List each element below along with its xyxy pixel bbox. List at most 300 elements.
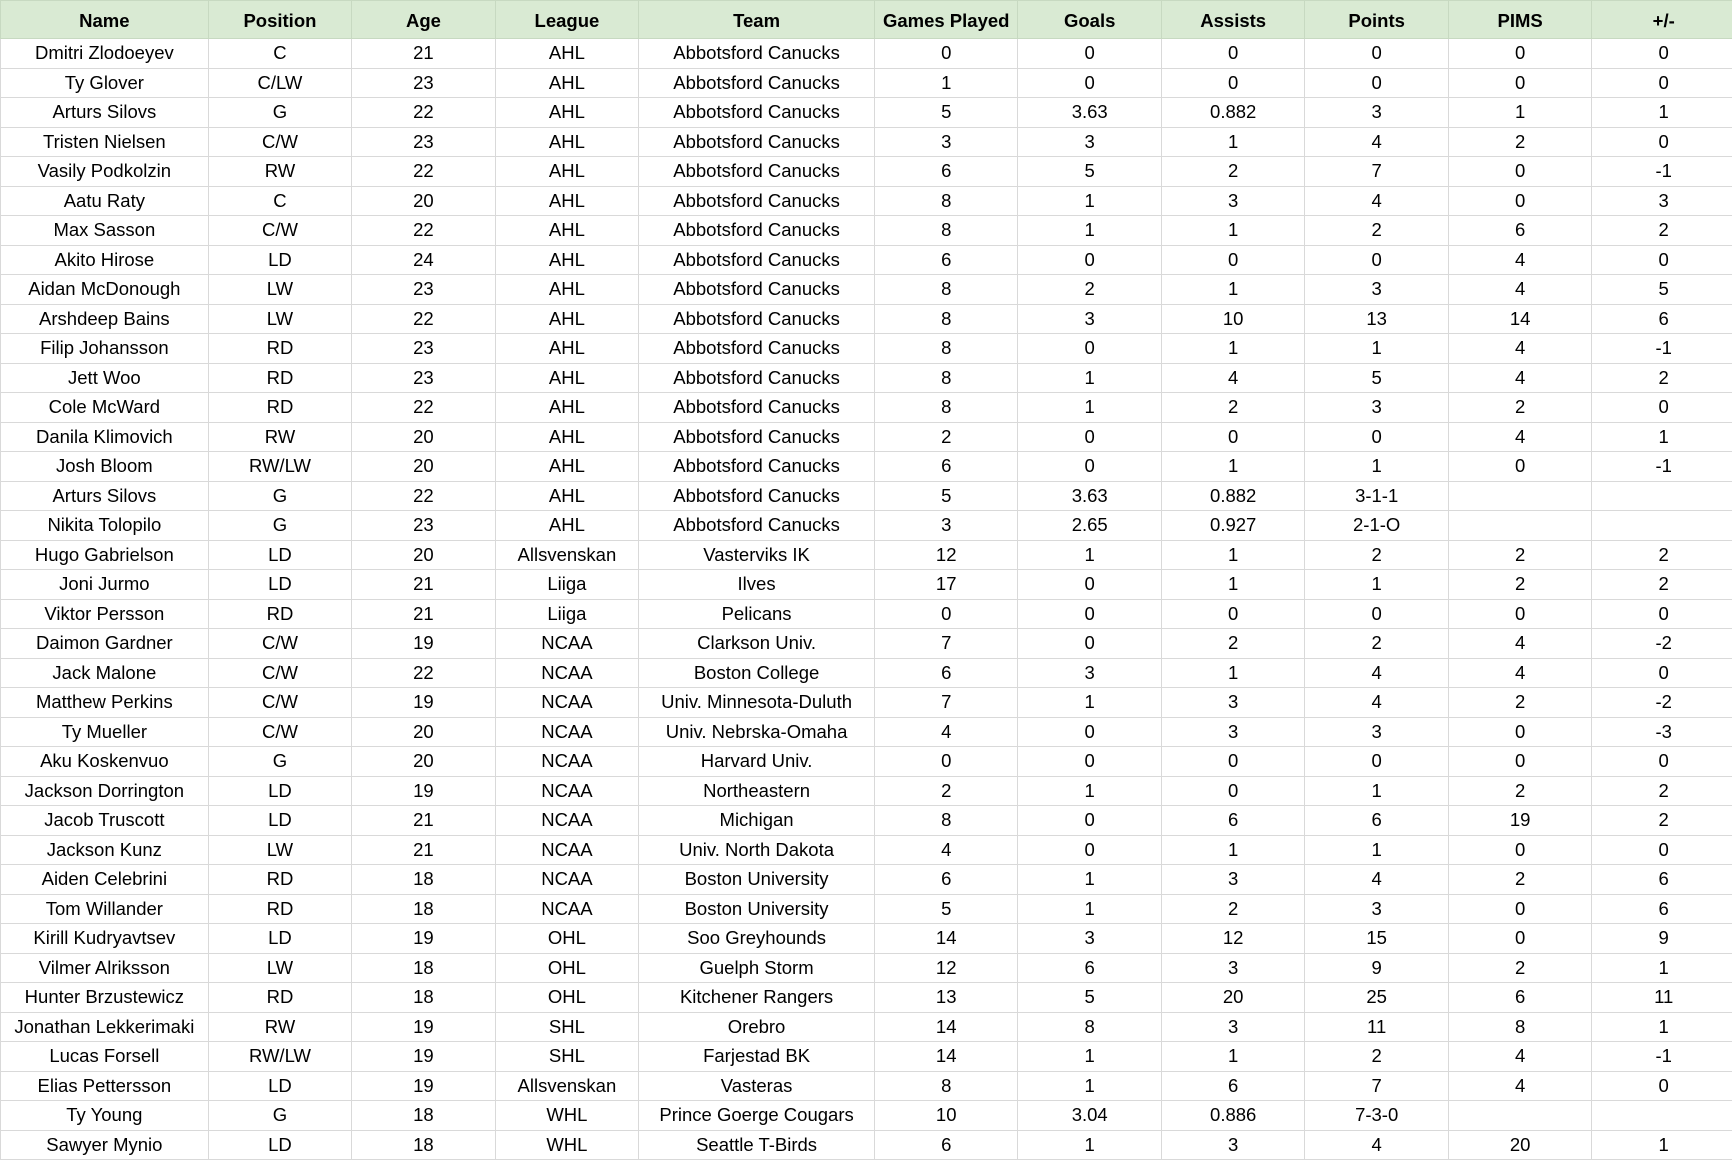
cell-pims[interactable]: 2 <box>1448 540 1591 570</box>
cell-team[interactable]: Univ. Minnesota-Duluth <box>639 688 875 718</box>
cell-games-played[interactable]: 5 <box>874 481 1017 511</box>
cell-league[interactable]: AHL <box>495 98 638 128</box>
cell-pims[interactable]: 4 <box>1448 245 1591 275</box>
cell-assists[interactable]: 20 <box>1161 983 1304 1013</box>
column-header-games-played[interactable]: Games Played <box>874 1 1017 39</box>
cell-position[interactable]: G <box>208 511 351 541</box>
cell-name[interactable]: Arturs Silovs <box>1 481 209 511</box>
cell-name[interactable]: Kirill Kudryavtsev <box>1 924 209 954</box>
cell-pims[interactable]: 6 <box>1448 216 1591 246</box>
cell-assists[interactable]: 4 <box>1161 363 1304 393</box>
cell-position[interactable]: RD <box>208 599 351 629</box>
cell-team[interactable]: Ilves <box>639 570 875 600</box>
cell-position[interactable]: LD <box>208 776 351 806</box>
cell-team[interactable]: Abbotsford Canucks <box>639 245 875 275</box>
cell-team[interactable]: Northeastern <box>639 776 875 806</box>
cell-points[interactable]: 1 <box>1305 334 1448 364</box>
cell-team[interactable]: Vasteras <box>639 1071 875 1101</box>
cell-pims[interactable]: 4 <box>1448 422 1591 452</box>
cell-position[interactable]: C/W <box>208 216 351 246</box>
cell-position[interactable]: RW <box>208 157 351 187</box>
cell-age[interactable]: 20 <box>352 540 495 570</box>
cell-name[interactable]: Max Sasson <box>1 216 209 246</box>
cell-age[interactable]: 21 <box>352 570 495 600</box>
cell-points[interactable]: 4 <box>1305 186 1448 216</box>
cell-goals[interactable]: 0 <box>1018 629 1161 659</box>
cell-pims[interactable]: 4 <box>1448 275 1591 305</box>
cell-goals[interactable]: 1 <box>1018 1042 1161 1072</box>
cell-points[interactable]: 7-3-0 <box>1305 1101 1448 1131</box>
cell-games-played[interactable]: 8 <box>874 275 1017 305</box>
cell-age[interactable]: 19 <box>352 1071 495 1101</box>
cell-points[interactable]: 0 <box>1305 245 1448 275</box>
cell-position[interactable]: RD <box>208 363 351 393</box>
column-header-assists[interactable]: Assists <box>1161 1 1304 39</box>
cell-age[interactable]: 20 <box>352 717 495 747</box>
cell-plus-minus[interactable]: 2 <box>1592 363 1732 393</box>
cell-pims[interactable]: 4 <box>1448 334 1591 364</box>
cell-games-played[interactable]: 12 <box>874 953 1017 983</box>
cell-age[interactable]: 23 <box>352 363 495 393</box>
cell-pims[interactable]: 2 <box>1448 570 1591 600</box>
cell-plus-minus[interactable]: 2 <box>1592 806 1732 836</box>
cell-goals[interactable]: 1 <box>1018 363 1161 393</box>
cell-goals[interactable]: 0 <box>1018 717 1161 747</box>
cell-name[interactable]: Dmitri Zlodoeyev <box>1 39 209 69</box>
cell-age[interactable]: 20 <box>352 186 495 216</box>
cell-position[interactable]: RD <box>208 393 351 423</box>
cell-name[interactable]: Daimon Gardner <box>1 629 209 659</box>
cell-name[interactable]: Filip Johansson <box>1 334 209 364</box>
cell-league[interactable]: OHL <box>495 983 638 1013</box>
cell-age[interactable]: 21 <box>352 806 495 836</box>
cell-league[interactable]: NCAA <box>495 629 638 659</box>
cell-goals[interactable]: 1 <box>1018 688 1161 718</box>
cell-team[interactable]: Pelicans <box>639 599 875 629</box>
cell-games-played[interactable]: 4 <box>874 835 1017 865</box>
cell-points[interactable]: 3 <box>1305 717 1448 747</box>
cell-goals[interactable]: 2 <box>1018 275 1161 305</box>
cell-league[interactable]: AHL <box>495 481 638 511</box>
cell-age[interactable]: 20 <box>352 747 495 777</box>
cell-position[interactable]: C/W <box>208 127 351 157</box>
cell-age[interactable]: 19 <box>352 1012 495 1042</box>
cell-age[interactable]: 18 <box>352 953 495 983</box>
cell-team[interactable]: Boston University <box>639 865 875 895</box>
cell-team[interactable]: Boston College <box>639 658 875 688</box>
cell-team[interactable]: Abbotsford Canucks <box>639 186 875 216</box>
cell-league[interactable]: SHL <box>495 1012 638 1042</box>
cell-age[interactable]: 23 <box>352 275 495 305</box>
cell-assists[interactable]: 3 <box>1161 186 1304 216</box>
cell-team[interactable]: Boston University <box>639 894 875 924</box>
cell-age[interactable]: 21 <box>352 39 495 69</box>
cell-pims[interactable]: 0 <box>1448 68 1591 98</box>
cell-pims[interactable]: 0 <box>1448 599 1591 629</box>
cell-points[interactable]: 9 <box>1305 953 1448 983</box>
cell-assists[interactable]: 0 <box>1161 245 1304 275</box>
cell-name[interactable]: Lucas Forsell <box>1 1042 209 1072</box>
cell-position[interactable]: LW <box>208 953 351 983</box>
cell-age[interactable]: 18 <box>352 983 495 1013</box>
cell-goals[interactable]: 1 <box>1018 894 1161 924</box>
cell-age[interactable]: 19 <box>352 629 495 659</box>
cell-league[interactable]: AHL <box>495 511 638 541</box>
cell-team[interactable]: Abbotsford Canucks <box>639 304 875 334</box>
cell-team[interactable]: Abbotsford Canucks <box>639 481 875 511</box>
cell-points[interactable]: 4 <box>1305 127 1448 157</box>
cell-games-played[interactable]: 8 <box>874 186 1017 216</box>
cell-plus-minus[interactable] <box>1592 481 1732 511</box>
cell-points[interactable]: 5 <box>1305 363 1448 393</box>
cell-assists[interactable]: 3 <box>1161 688 1304 718</box>
cell-plus-minus[interactable]: -1 <box>1592 157 1732 187</box>
cell-goals[interactable]: 1 <box>1018 1130 1161 1160</box>
cell-assists[interactable]: 0.927 <box>1161 511 1304 541</box>
cell-plus-minus[interactable]: 1 <box>1592 1012 1732 1042</box>
cell-age[interactable]: 21 <box>352 835 495 865</box>
cell-pims[interactable]: 6 <box>1448 983 1591 1013</box>
cell-plus-minus[interactable]: 0 <box>1592 68 1732 98</box>
cell-games-played[interactable]: 8 <box>874 1071 1017 1101</box>
cell-position[interactable]: RD <box>208 334 351 364</box>
cell-name[interactable]: Ty Young <box>1 1101 209 1131</box>
column-header-team[interactable]: Team <box>639 1 875 39</box>
cell-games-played[interactable]: 8 <box>874 304 1017 334</box>
cell-assists[interactable]: 0 <box>1161 599 1304 629</box>
cell-league[interactable]: Allsvenskan <box>495 1071 638 1101</box>
cell-points[interactable]: 25 <box>1305 983 1448 1013</box>
cell-games-played[interactable]: 12 <box>874 540 1017 570</box>
cell-age[interactable]: 23 <box>352 334 495 364</box>
cell-pims[interactable]: 0 <box>1448 452 1591 482</box>
cell-games-played[interactable]: 14 <box>874 1012 1017 1042</box>
cell-games-played[interactable]: 17 <box>874 570 1017 600</box>
cell-pims[interactable]: 1 <box>1448 98 1591 128</box>
cell-position[interactable]: G <box>208 98 351 128</box>
cell-assists[interactable]: 0.882 <box>1161 481 1304 511</box>
cell-name[interactable]: Josh Bloom <box>1 452 209 482</box>
column-header-points[interactable]: Points <box>1305 1 1448 39</box>
cell-assists[interactable]: 3 <box>1161 953 1304 983</box>
cell-league[interactable]: NCAA <box>495 747 638 777</box>
cell-pims[interactable]: 4 <box>1448 363 1591 393</box>
cell-games-played[interactable]: 0 <box>874 747 1017 777</box>
cell-team[interactable]: Abbotsford Canucks <box>639 334 875 364</box>
cell-name[interactable]: Danila Klimovich <box>1 422 209 452</box>
cell-league[interactable]: NCAA <box>495 658 638 688</box>
cell-assists[interactable]: 1 <box>1161 1042 1304 1072</box>
cell-name[interactable]: Arshdeep Bains <box>1 304 209 334</box>
cell-goals[interactable]: 3.63 <box>1018 481 1161 511</box>
cell-games-played[interactable]: 6 <box>874 157 1017 187</box>
cell-position[interactable]: C/W <box>208 658 351 688</box>
cell-plus-minus[interactable]: 5 <box>1592 275 1732 305</box>
cell-age[interactable]: 19 <box>352 776 495 806</box>
cell-assists[interactable]: 2 <box>1161 894 1304 924</box>
cell-age[interactable]: 22 <box>352 216 495 246</box>
cell-position[interactable]: C/W <box>208 717 351 747</box>
cell-name[interactable]: Aatu Raty <box>1 186 209 216</box>
cell-goals[interactable]: 1 <box>1018 216 1161 246</box>
cell-position[interactable]: RD <box>208 894 351 924</box>
cell-team[interactable]: Abbotsford Canucks <box>639 363 875 393</box>
cell-league[interactable]: NCAA <box>495 717 638 747</box>
cell-name[interactable]: Akito Hirose <box>1 245 209 275</box>
cell-plus-minus[interactable]: 1 <box>1592 98 1732 128</box>
cell-assists[interactable]: 1 <box>1161 540 1304 570</box>
column-header-pims[interactable]: PIMS <box>1448 1 1591 39</box>
cell-points[interactable]: 0 <box>1305 39 1448 69</box>
cell-position[interactable]: LW <box>208 835 351 865</box>
cell-games-played[interactable]: 6 <box>874 865 1017 895</box>
cell-pims[interactable]: 2 <box>1448 127 1591 157</box>
cell-plus-minus[interactable]: 0 <box>1592 658 1732 688</box>
cell-assists[interactable]: 1 <box>1161 570 1304 600</box>
cell-plus-minus[interactable]: 0 <box>1592 245 1732 275</box>
cell-goals[interactable]: 1 <box>1018 776 1161 806</box>
cell-points[interactable]: 0 <box>1305 599 1448 629</box>
cell-assists[interactable]: 0 <box>1161 747 1304 777</box>
cell-team[interactable]: Kitchener Rangers <box>639 983 875 1013</box>
cell-pims[interactable]: 0 <box>1448 157 1591 187</box>
cell-assists[interactable]: 3 <box>1161 1130 1304 1160</box>
cell-points[interactable]: 2 <box>1305 216 1448 246</box>
cell-league[interactable]: AHL <box>495 186 638 216</box>
cell-pims[interactable]: 20 <box>1448 1130 1591 1160</box>
cell-pims[interactable]: 0 <box>1448 894 1591 924</box>
cell-games-played[interactable]: 6 <box>874 245 1017 275</box>
cell-games-played[interactable]: 4 <box>874 717 1017 747</box>
cell-age[interactable]: 18 <box>352 1130 495 1160</box>
cell-name[interactable]: Sawyer Mynio <box>1 1130 209 1160</box>
cell-games-played[interactable]: 8 <box>874 334 1017 364</box>
cell-position[interactable]: RW/LW <box>208 1042 351 1072</box>
cell-team[interactable]: Seattle T-Birds <box>639 1130 875 1160</box>
cell-points[interactable]: 1 <box>1305 570 1448 600</box>
cell-league[interactable]: OHL <box>495 924 638 954</box>
cell-games-played[interactable]: 6 <box>874 1130 1017 1160</box>
column-header-name[interactable]: Name <box>1 1 209 39</box>
cell-team[interactable]: Soo Greyhounds <box>639 924 875 954</box>
cell-plus-minus[interactable]: -1 <box>1592 452 1732 482</box>
cell-name[interactable]: Aiden Celebrini <box>1 865 209 895</box>
cell-league[interactable]: Liiga <box>495 599 638 629</box>
cell-name[interactable]: Jackson Dorrington <box>1 776 209 806</box>
cell-pims[interactable]: 4 <box>1448 658 1591 688</box>
cell-league[interactable]: NCAA <box>495 688 638 718</box>
cell-points[interactable]: 4 <box>1305 688 1448 718</box>
cell-name[interactable]: Arturs Silovs <box>1 98 209 128</box>
cell-league[interactable]: AHL <box>495 452 638 482</box>
cell-pims[interactable]: 8 <box>1448 1012 1591 1042</box>
cell-games-played[interactable]: 3 <box>874 127 1017 157</box>
cell-assists[interactable]: 1 <box>1161 127 1304 157</box>
cell-games-played[interactable]: 2 <box>874 776 1017 806</box>
cell-position[interactable]: LD <box>208 924 351 954</box>
cell-team[interactable]: Abbotsford Canucks <box>639 393 875 423</box>
cell-league[interactable]: AHL <box>495 68 638 98</box>
cell-pims[interactable]: 19 <box>1448 806 1591 836</box>
cell-games-played[interactable]: 5 <box>874 894 1017 924</box>
cell-name[interactable]: Matthew Perkins <box>1 688 209 718</box>
cell-goals[interactable]: 0 <box>1018 245 1161 275</box>
cell-team[interactable]: Univ. Nebrska-Omaha <box>639 717 875 747</box>
cell-goals[interactable]: 8 <box>1018 1012 1161 1042</box>
cell-points[interactable]: 15 <box>1305 924 1448 954</box>
cell-assists[interactable]: 3 <box>1161 717 1304 747</box>
cell-plus-minus[interactable]: 0 <box>1592 127 1732 157</box>
cell-pims[interactable]: 2 <box>1448 776 1591 806</box>
cell-games-played[interactable]: 8 <box>874 216 1017 246</box>
cell-league[interactable]: AHL <box>495 127 638 157</box>
cell-name[interactable]: Joni Jurmo <box>1 570 209 600</box>
cell-games-played[interactable]: 3 <box>874 511 1017 541</box>
cell-name[interactable]: Tom Willander <box>1 894 209 924</box>
cell-name[interactable]: Jett Woo <box>1 363 209 393</box>
cell-points[interactable]: 2 <box>1305 629 1448 659</box>
cell-games-played[interactable]: 14 <box>874 924 1017 954</box>
cell-points[interactable]: 3-1-1 <box>1305 481 1448 511</box>
cell-plus-minus[interactable] <box>1592 511 1732 541</box>
cell-position[interactable]: G <box>208 481 351 511</box>
cell-points[interactable]: 7 <box>1305 1071 1448 1101</box>
cell-goals[interactable]: 1 <box>1018 865 1161 895</box>
cell-team[interactable]: Abbotsford Canucks <box>639 216 875 246</box>
cell-pims[interactable]: 4 <box>1448 1042 1591 1072</box>
cell-league[interactable]: NCAA <box>495 806 638 836</box>
cell-position[interactable]: LD <box>208 540 351 570</box>
cell-league[interactable]: AHL <box>495 304 638 334</box>
cell-points[interactable]: 0 <box>1305 68 1448 98</box>
cell-age[interactable]: 19 <box>352 688 495 718</box>
cell-goals[interactable]: 1 <box>1018 1071 1161 1101</box>
cell-points[interactable]: 4 <box>1305 1130 1448 1160</box>
cell-age[interactable]: 22 <box>352 157 495 187</box>
cell-games-played[interactable]: 0 <box>874 599 1017 629</box>
cell-points[interactable]: 4 <box>1305 658 1448 688</box>
cell-plus-minus[interactable]: 0 <box>1592 599 1732 629</box>
cell-age[interactable]: 20 <box>352 452 495 482</box>
cell-plus-minus[interactable]: 11 <box>1592 983 1732 1013</box>
cell-team[interactable]: Guelph Storm <box>639 953 875 983</box>
cell-assists[interactable]: 12 <box>1161 924 1304 954</box>
cell-games-played[interactable]: 6 <box>874 452 1017 482</box>
cell-goals[interactable]: 0 <box>1018 835 1161 865</box>
cell-name[interactable]: Vasily Podkolzin <box>1 157 209 187</box>
cell-assists[interactable]: 0.882 <box>1161 98 1304 128</box>
cell-games-played[interactable]: 14 <box>874 1042 1017 1072</box>
cell-plus-minus[interactable]: 1 <box>1592 1130 1732 1160</box>
cell-games-played[interactable]: 10 <box>874 1101 1017 1131</box>
cell-team[interactable]: Abbotsford Canucks <box>639 452 875 482</box>
cell-age[interactable]: 22 <box>352 98 495 128</box>
cell-team[interactable]: Abbotsford Canucks <box>639 98 875 128</box>
cell-age[interactable]: 24 <box>352 245 495 275</box>
cell-league[interactable]: NCAA <box>495 835 638 865</box>
cell-pims[interactable]: 2 <box>1448 688 1591 718</box>
cell-name[interactable]: Viktor Persson <box>1 599 209 629</box>
cell-age[interactable]: 23 <box>352 511 495 541</box>
cell-name[interactable]: Hugo Gabrielson <box>1 540 209 570</box>
cell-team[interactable]: Abbotsford Canucks <box>639 39 875 69</box>
cell-team[interactable]: Abbotsford Canucks <box>639 511 875 541</box>
cell-plus-minus[interactable]: 1 <box>1592 953 1732 983</box>
cell-team[interactable]: Prince Goerge Cougars <box>639 1101 875 1131</box>
cell-goals[interactable]: 3 <box>1018 658 1161 688</box>
cell-goals[interactable]: 0 <box>1018 334 1161 364</box>
cell-position[interactable]: LD <box>208 570 351 600</box>
cell-plus-minus[interactable]: 6 <box>1592 865 1732 895</box>
cell-age[interactable]: 23 <box>352 68 495 98</box>
cell-league[interactable]: AHL <box>495 245 638 275</box>
cell-name[interactable]: Tristen Nielsen <box>1 127 209 157</box>
cell-goals[interactable]: 1 <box>1018 186 1161 216</box>
cell-points[interactable]: 3 <box>1305 275 1448 305</box>
cell-games-played[interactable]: 8 <box>874 393 1017 423</box>
cell-position[interactable]: C <box>208 186 351 216</box>
cell-pims[interactable]: 4 <box>1448 1071 1591 1101</box>
cell-age[interactable]: 22 <box>352 393 495 423</box>
cell-plus-minus[interactable]: 3 <box>1592 186 1732 216</box>
cell-plus-minus[interactable]: 1 <box>1592 422 1732 452</box>
cell-league[interactable]: AHL <box>495 216 638 246</box>
cell-age[interactable]: 22 <box>352 304 495 334</box>
cell-games-played[interactable]: 7 <box>874 688 1017 718</box>
cell-games-played[interactable]: 7 <box>874 629 1017 659</box>
cell-pims[interactable]: 4 <box>1448 629 1591 659</box>
cell-plus-minus[interactable]: -1 <box>1592 1042 1732 1072</box>
column-header-age[interactable]: Age <box>352 1 495 39</box>
cell-games-played[interactable]: 13 <box>874 983 1017 1013</box>
cell-pims[interactable] <box>1448 511 1591 541</box>
cell-team[interactable]: Michigan <box>639 806 875 836</box>
cell-name[interactable]: Ty Mueller <box>1 717 209 747</box>
cell-position[interactable]: LD <box>208 1130 351 1160</box>
cell-plus-minus[interactable] <box>1592 1101 1732 1131</box>
cell-pims[interactable] <box>1448 481 1591 511</box>
cell-goals[interactable]: 3.04 <box>1018 1101 1161 1131</box>
cell-age[interactable]: 18 <box>352 894 495 924</box>
cell-pims[interactable] <box>1448 1101 1591 1131</box>
cell-league[interactable]: WHL <box>495 1130 638 1160</box>
cell-position[interactable]: G <box>208 1101 351 1131</box>
cell-plus-minus[interactable]: 2 <box>1592 570 1732 600</box>
cell-age[interactable]: 23 <box>352 127 495 157</box>
column-header-league[interactable]: League <box>495 1 638 39</box>
cell-position[interactable]: RW/LW <box>208 452 351 482</box>
cell-points[interactable]: 2 <box>1305 540 1448 570</box>
cell-name[interactable]: Nikita Tolopilo <box>1 511 209 541</box>
cell-plus-minus[interactable]: 2 <box>1592 540 1732 570</box>
cell-games-played[interactable]: 1 <box>874 68 1017 98</box>
cell-points[interactable]: 3 <box>1305 393 1448 423</box>
cell-goals[interactable]: 5 <box>1018 157 1161 187</box>
cell-name[interactable]: Jacob Truscott <box>1 806 209 836</box>
cell-assists[interactable]: 1 <box>1161 658 1304 688</box>
cell-assists[interactable]: 1 <box>1161 452 1304 482</box>
cell-goals[interactable]: 3 <box>1018 127 1161 157</box>
cell-plus-minus[interactable]: -1 <box>1592 334 1732 364</box>
cell-plus-minus[interactable]: 0 <box>1592 747 1732 777</box>
cell-goals[interactable]: 5 <box>1018 983 1161 1013</box>
cell-goals[interactable]: 3 <box>1018 304 1161 334</box>
cell-goals[interactable]: 0 <box>1018 39 1161 69</box>
cell-team[interactable]: Univ. North Dakota <box>639 835 875 865</box>
cell-position[interactable]: C/W <box>208 629 351 659</box>
cell-goals[interactable]: 3.63 <box>1018 98 1161 128</box>
cell-points[interactable]: 0 <box>1305 422 1448 452</box>
